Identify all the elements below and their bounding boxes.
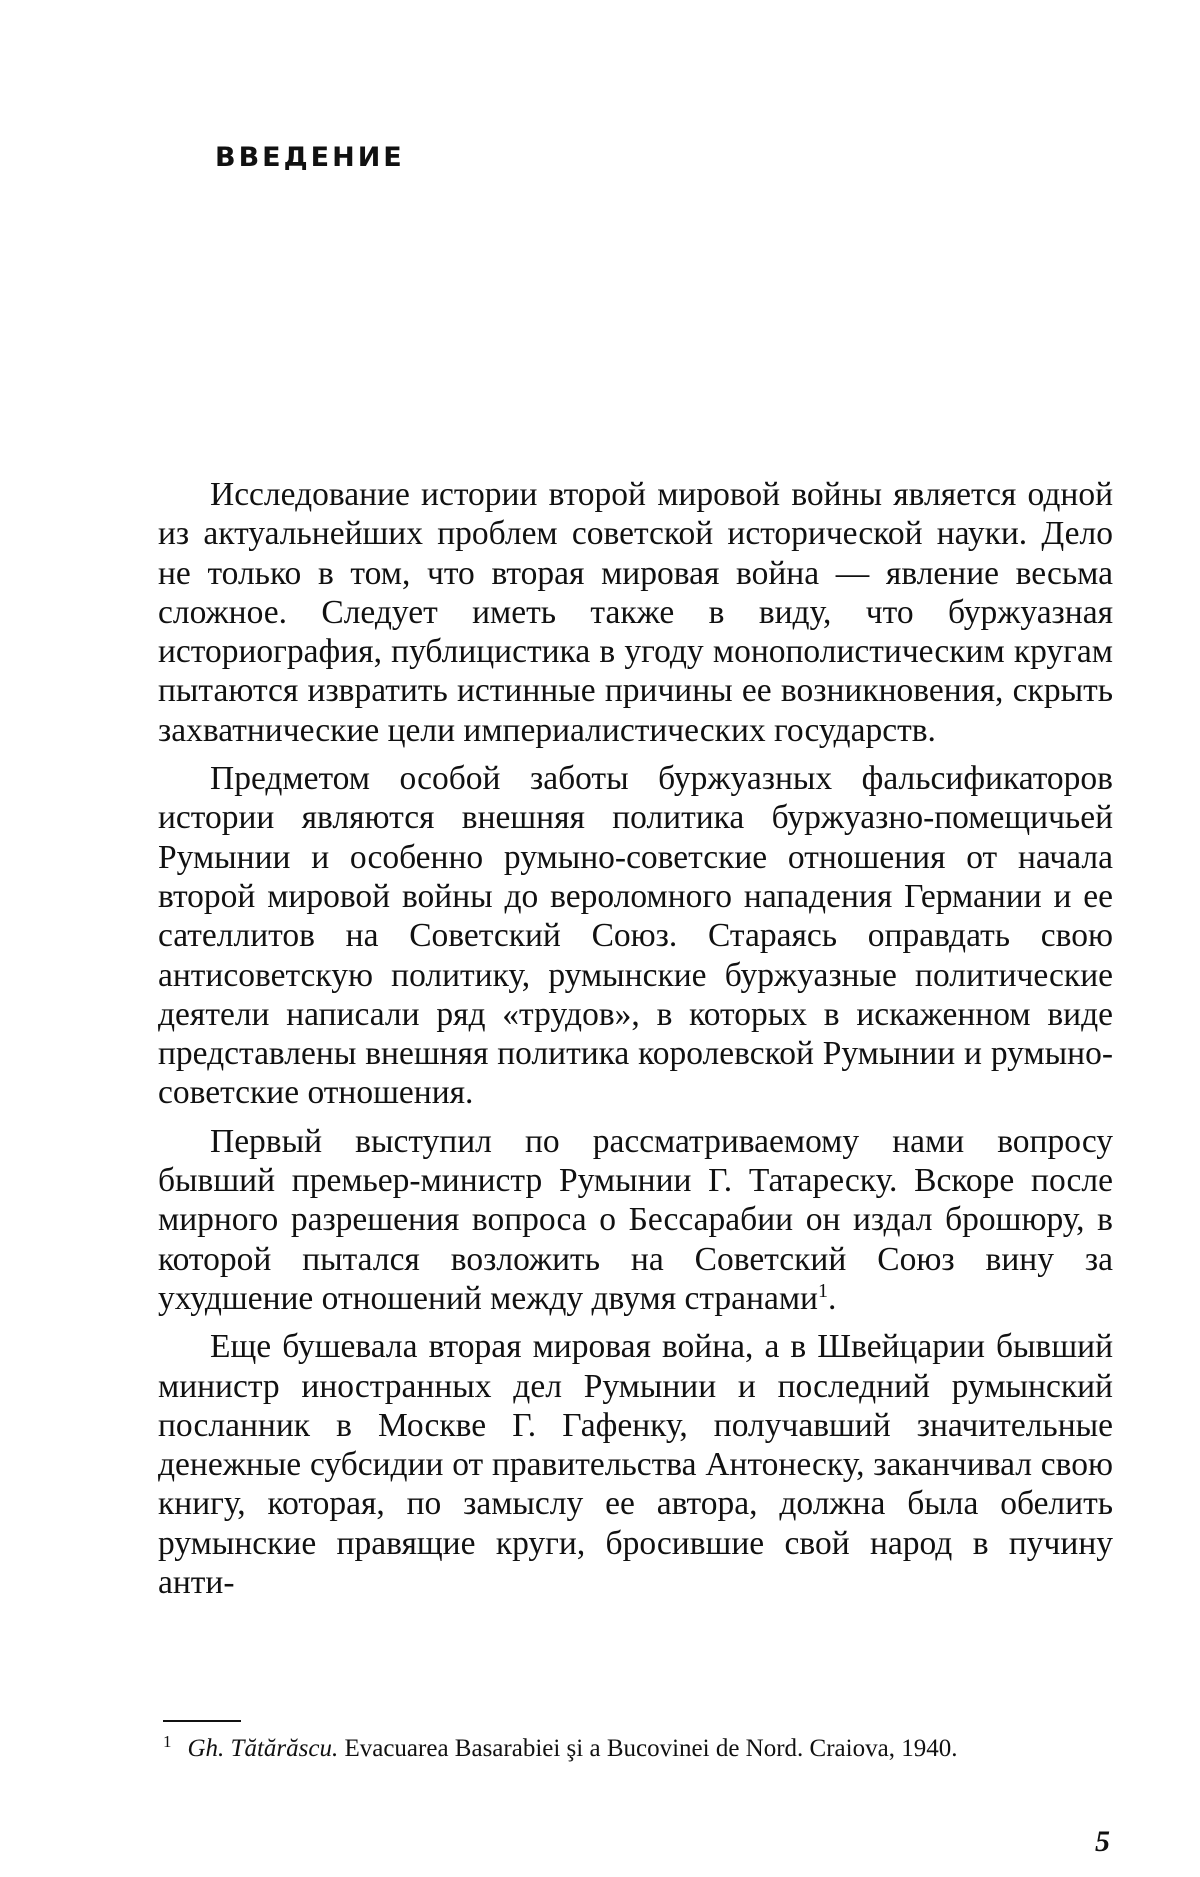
paragraph-1: Исследование истории второй мировой войны является одной из актуальнейших проблем советской исторической науки. Дело не только в том, что вторая мировая война — явление весьма сложное. Следует иметь также в виду, что буржуазная историография, публицистика в угоду монополистическим кругам пытаются извратить истинные причины ее возникновения, скрыть захватнические цели империалистических государств. <box>158 476 1113 749</box>
footnote-text: Evacuarea Basarabiei şi a Bucovinei de Nord. Craiova, 1940. <box>344 1735 958 1762</box>
footnote-reference: 1 <box>817 1279 828 1302</box>
footnote-mark: 1 <box>163 1731 172 1751</box>
footnote <box>163 1733 1113 1764</box>
paragraph-3-text: Первый выступил по рассматриваемому нами вопросу бывший премьер-министр Румынии Г. Татареску. Вскоре после мирного разрешения вопроса о Бессарабии он издал брошюру, в которой пытался возложить на Советский Союз вину за ухудшение отношений между двумя странами <box>158 1122 1113 1317</box>
paragraph-3-end: . <box>827 1279 837 1317</box>
paragraph-4: Еще бушевала вторая мировая война, а в Швейцарии бывший министр иностранных дел Румынии и последний румынский посланник в Москве Г. Гафенку, получавший значительные денежные субсидии от правительства Антонеску, заканчивал свою книгу, которая, по замыслу ее автора, должна была обелить румынские правящие круги, бросившие свой народ в пучину анти- <box>158 1328 1113 1602</box>
page-number: 5 <box>1095 1825 1110 1858</box>
footnote-author: Gh. Tătărăscu. <box>187 1735 339 1762</box>
main-text <box>158 475 1113 1602</box>
paragraph-2: Предметом особой заботы буржуазных фальсификаторов истории являются внешняя политика буржуазно-помещичьей Румынии и особенно румыно-советские отношения от начала второй мировой войны до вероломного нападения Германии и ее сателлитов на Советский Союз. Стараясь оправдать свою антисоветскую политику, румынские буржуазные политические деятели написали ряд «трудов», в которых в искаженном виде представлены внешняя политика королевской Румынии и румыно-советские отношения. <box>158 760 1113 1112</box>
paragraph-3 <box>158 1122 1113 1318</box>
footnote-divider <box>163 1720 241 1722</box>
chapter-heading: ВВЕДЕНИЕ <box>215 142 405 173</box>
